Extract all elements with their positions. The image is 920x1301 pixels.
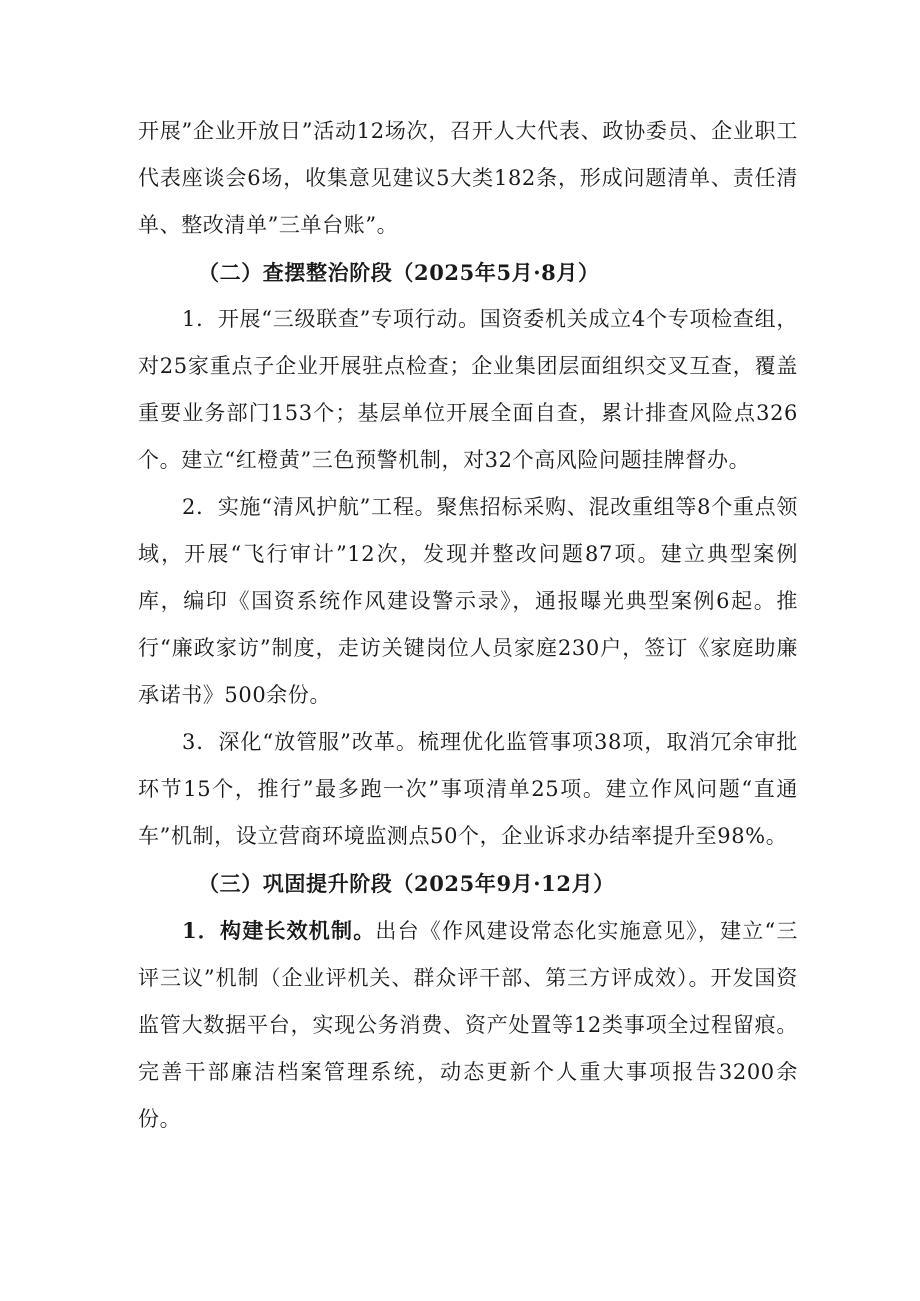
paragraph-lead-rest: 出台《作风建设常态化实施意见》，建立“三评三议”机制（企业评机关、群众评干部、第三方评成效）。开发国资监管大数据平台，实现公务消费、资产处置等12类事项全过程留痕。完善干部廉洁档案管理系统，动态更新个人重大事项报告3200余份。 <box>138 919 799 1131</box>
paragraph-joint-inspection: 1．开展“三级联查”专项行动。国资委机关成立4个专项检查组，对25家重点子企业开展驻点检查；企业集团层面组织交叉互查，覆盖重要业务部门153个；基层单位开展全面自查，累计排查风险点326个。建立“红橙黄”三色预警机制，对32个高风险问题挂牌督办。 <box>138 307 798 472</box>
paragraph-long-term-mechanism <box>138 907 798 1143</box>
section-heading-3: （三）巩固提升阶段（2025年9月·12月） <box>198 871 615 896</box>
paragraph-reform: 3．深化“放管服”改革。梳理优化监管事项38项，取消冗余审批环节15个，推行”最多跑一次”事项清单25项。建立作风问题“直通车”机制，设立营商环境监测点50个，企业诉求办结率提升至98%。 <box>138 730 798 848</box>
section-heading-2: （二）查摆整治阶段（2025年5月·8月） <box>198 260 600 285</box>
paragraph-open-day: 开展”企业开放日”活动12场次，召开人大代表、政协委员、企业职工代表座谈会6场，收集意见建议5大类182条，形成问题清单、责任清单、整改清单”三单台账”。 <box>138 119 798 237</box>
paragraph-lead-bold: 1．构建长效机制。 <box>182 918 376 943</box>
document-body <box>138 108 798 1143</box>
paragraph-clean-wind: 2．实施“清风护航”工程。聚焦招标采购、混改重组等8个重点领域，开展“飞行审计”12次，发现并整改问题87项。建立典型案例库，编印《国资系统作风建设警示录》，通报曝光典型案例6起。推行“廉政家访”制度，走访关键岗位人员家庭230户，签订《家庭助廉承诺书》500余份。 <box>138 495 798 707</box>
